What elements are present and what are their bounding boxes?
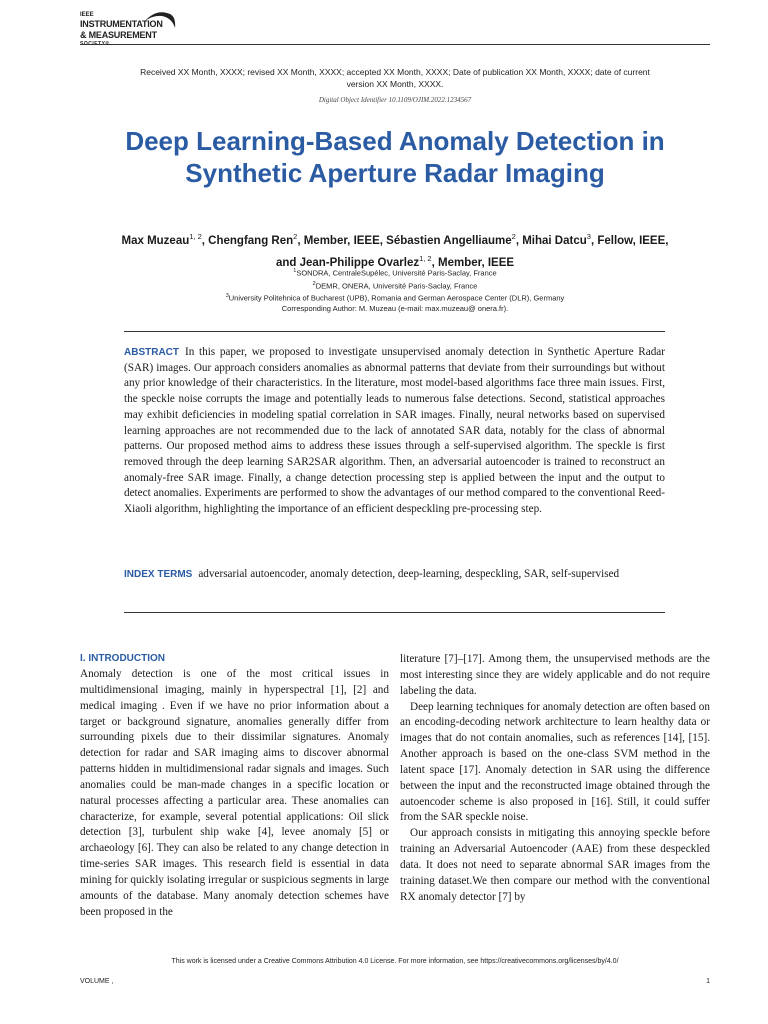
logo-line-ieee: IEEE [80, 12, 94, 18]
author-suffix: , [515, 234, 523, 247]
page-number: 1 [706, 978, 710, 985]
section-heading-introduction: I. INTRODUCTION [80, 653, 165, 664]
doi: Digital Object Identifier 10.1109/OJIM.2022.1234567 [318, 96, 472, 104]
abstract [124, 345, 665, 518]
author-affil-sup: 1, 2 [419, 253, 432, 263]
affiliations [120, 266, 670, 304]
affiliation-line [120, 291, 670, 304]
society-logo [80, 10, 190, 48]
affiliation-sup: 3 [225, 293, 229, 299]
left-column [80, 667, 389, 921]
author-affil-sup: 1, 2 [189, 232, 202, 241]
logo-line-measurement: & MEASUREMENT [80, 30, 157, 40]
volume-label: VOLUME , [80, 978, 114, 985]
affiliation-text: DEMR, ONERA, Université Paris-Saclay, France [315, 281, 478, 290]
intro-paragraph: Our approach consists in mitigating this annoying speckle before training an Adversarial Autoencoder (AAE) from these despeckled data. It does not need to separate abnormal SAR images from the training dataset.We then compare our method with the conventional RX anomaly detector [7] by [400, 827, 710, 903]
header-rule [80, 44, 710, 45]
logo-swoosh-icon [142, 10, 178, 40]
intro-paragraph: literature [7]–[17]. Among them, the unsupervised methods are the most interesting since they are widely applicable and do not require labeling the data. [400, 653, 710, 697]
author-suffix: , Member, IEEE [431, 256, 515, 269]
affiliation-sup: 2 [312, 280, 316, 287]
author-name: Chengfang Ren [208, 234, 294, 247]
abstract-bottom-rule [124, 612, 665, 613]
right-column [400, 652, 710, 906]
author-suffix: , [201, 234, 209, 247]
logo-line-instrumentation: INSTRUMENTATION [80, 19, 163, 29]
author-suffix: , Fellow, IEEE, and [275, 234, 669, 269]
affiliation-text: SONDRA, CentraleSupélec, Université Paris-Saclay, France [296, 268, 497, 278]
author-affil-sup: 3 [586, 232, 591, 241]
author-name: Jean-Philippe Ovarlez [299, 256, 420, 269]
received-dates: Received XX Month, XXXX; revised XX Month, XXXX; accepted XX Month, XXXX; Date of publication XX Month, XXXX; date of current version XX Month, XXXX. [140, 67, 650, 89]
affiliation-text: University Politehnica of Bucharest (UPB), Romania and German Aerospace Center (DLR), Germany [228, 293, 565, 303]
intro-paragraph: Anomaly detection is one of the most critical issues in multidimensional imaging, mainly in hyperspectral [1], [2] and medical imaging . Even if we have no prior information about a target or background signature, anomalies generally differ from surrounding pixels due to their dissimilar signatures. Anomaly detection for radar and SAR imaging aims to discover abnormal patterns hidden in multidimensional radar signals and images. Such anomalies could be man-made changes in a specific location or natural processes affecting a particular area. These anomalies can characterize, for example, several potential applications: Oil slick detection [3], turbulent ship wake [4], levee anomaly [5] or archaeology [6]. They can also be related to any change detection in time-series SAR images. This research field is essential in data mining for quickly isolating irregular or suspicious segments in large amounts of the database. Many anomaly detection schemes have been proposed in the [80, 668, 389, 918]
index-terms [124, 567, 665, 583]
affiliation-line [120, 266, 670, 279]
author-affil-sup: 2 [293, 232, 298, 241]
license-notice: This work is licensed under a Creative Commons Attribution 4.0 License. For more information, see https://creativecommons.org/licenses/by/4.0/ [171, 958, 619, 965]
affiliation-sup: 1 [293, 268, 297, 274]
author-affil-sup: 2 [511, 232, 516, 241]
author-name: Sébastien Angelliaume [386, 234, 512, 247]
index-terms-text: adversarial autoencoder, anomaly detection, deep-learning, despeckling, SAR, self-supervised [198, 568, 620, 580]
abstract-text: In this paper, we proposed to investigate unsupervised anomaly detection in Synthetic Aperture Radar (SAR) images. Our approach considers anomalies as abnormal patterns that deviate from their surroundings but without any prior knowledge of their characteristics. In the literature, most model-based algorithms face three main issues. First, the speckle noise corrupts the image and potentially leads to numerous false detections. Second, statistical approaches may exhibit deficiencies in modeling spatial correlation in SAR images. Finally, neural networks based on supervised learning approaches are not recommended due to the lack of annotated SAR data, notably for the class of abnormal patterns. Our proposed method aims to address these issues through a self-supervised algorithm. The speckle is first removed through the deep learning SAR2SAR algorithm. Then, an adversarial autoencoder is trained to reconstruct an anomaly-free SAR image. Finally, a change detection processing step is applied between the input and the output to detect anomalies. Experiments are performed to show the advantages of our method compared to the conventional Reed-Xiaoli algorithm, highlighting the importance of an efficient despeckling pre-processing step. [124, 346, 665, 516]
author-name: Mihai Datcu [522, 234, 587, 247]
paper-title: Deep Learning-Based Anomaly Detection in Synthetic Aperture Radar Imaging [125, 126, 665, 188]
author-name: Max Muzeau [121, 234, 190, 247]
corresponding-author: Corresponding Author: M. Muzeau (e-mail: max.muzeau@ onera.fr). [281, 304, 509, 313]
abstract-top-rule [124, 331, 665, 332]
index-terms-label: INDEX TERMS [124, 569, 193, 580]
intro-paragraph: Deep learning techniques for anomaly detection are often based on an encoding-decoding network architecture to learn healthy data or images that do not contain anomalies, such as references [14], [15]. Another approach is based on the one-class SVM method in the latent space [17]. Anomaly detection in SAR using the difference between the input and the reconstructed image obtained through the autoencoder scheme is also proposed in [16]. Still, it could suffer from the SAR speckle noise. [400, 700, 710, 824]
affiliation-line [120, 279, 670, 292]
abstract-label: ABSTRACT [124, 347, 179, 358]
author-suffix: , Member, IEEE, [297, 234, 387, 247]
